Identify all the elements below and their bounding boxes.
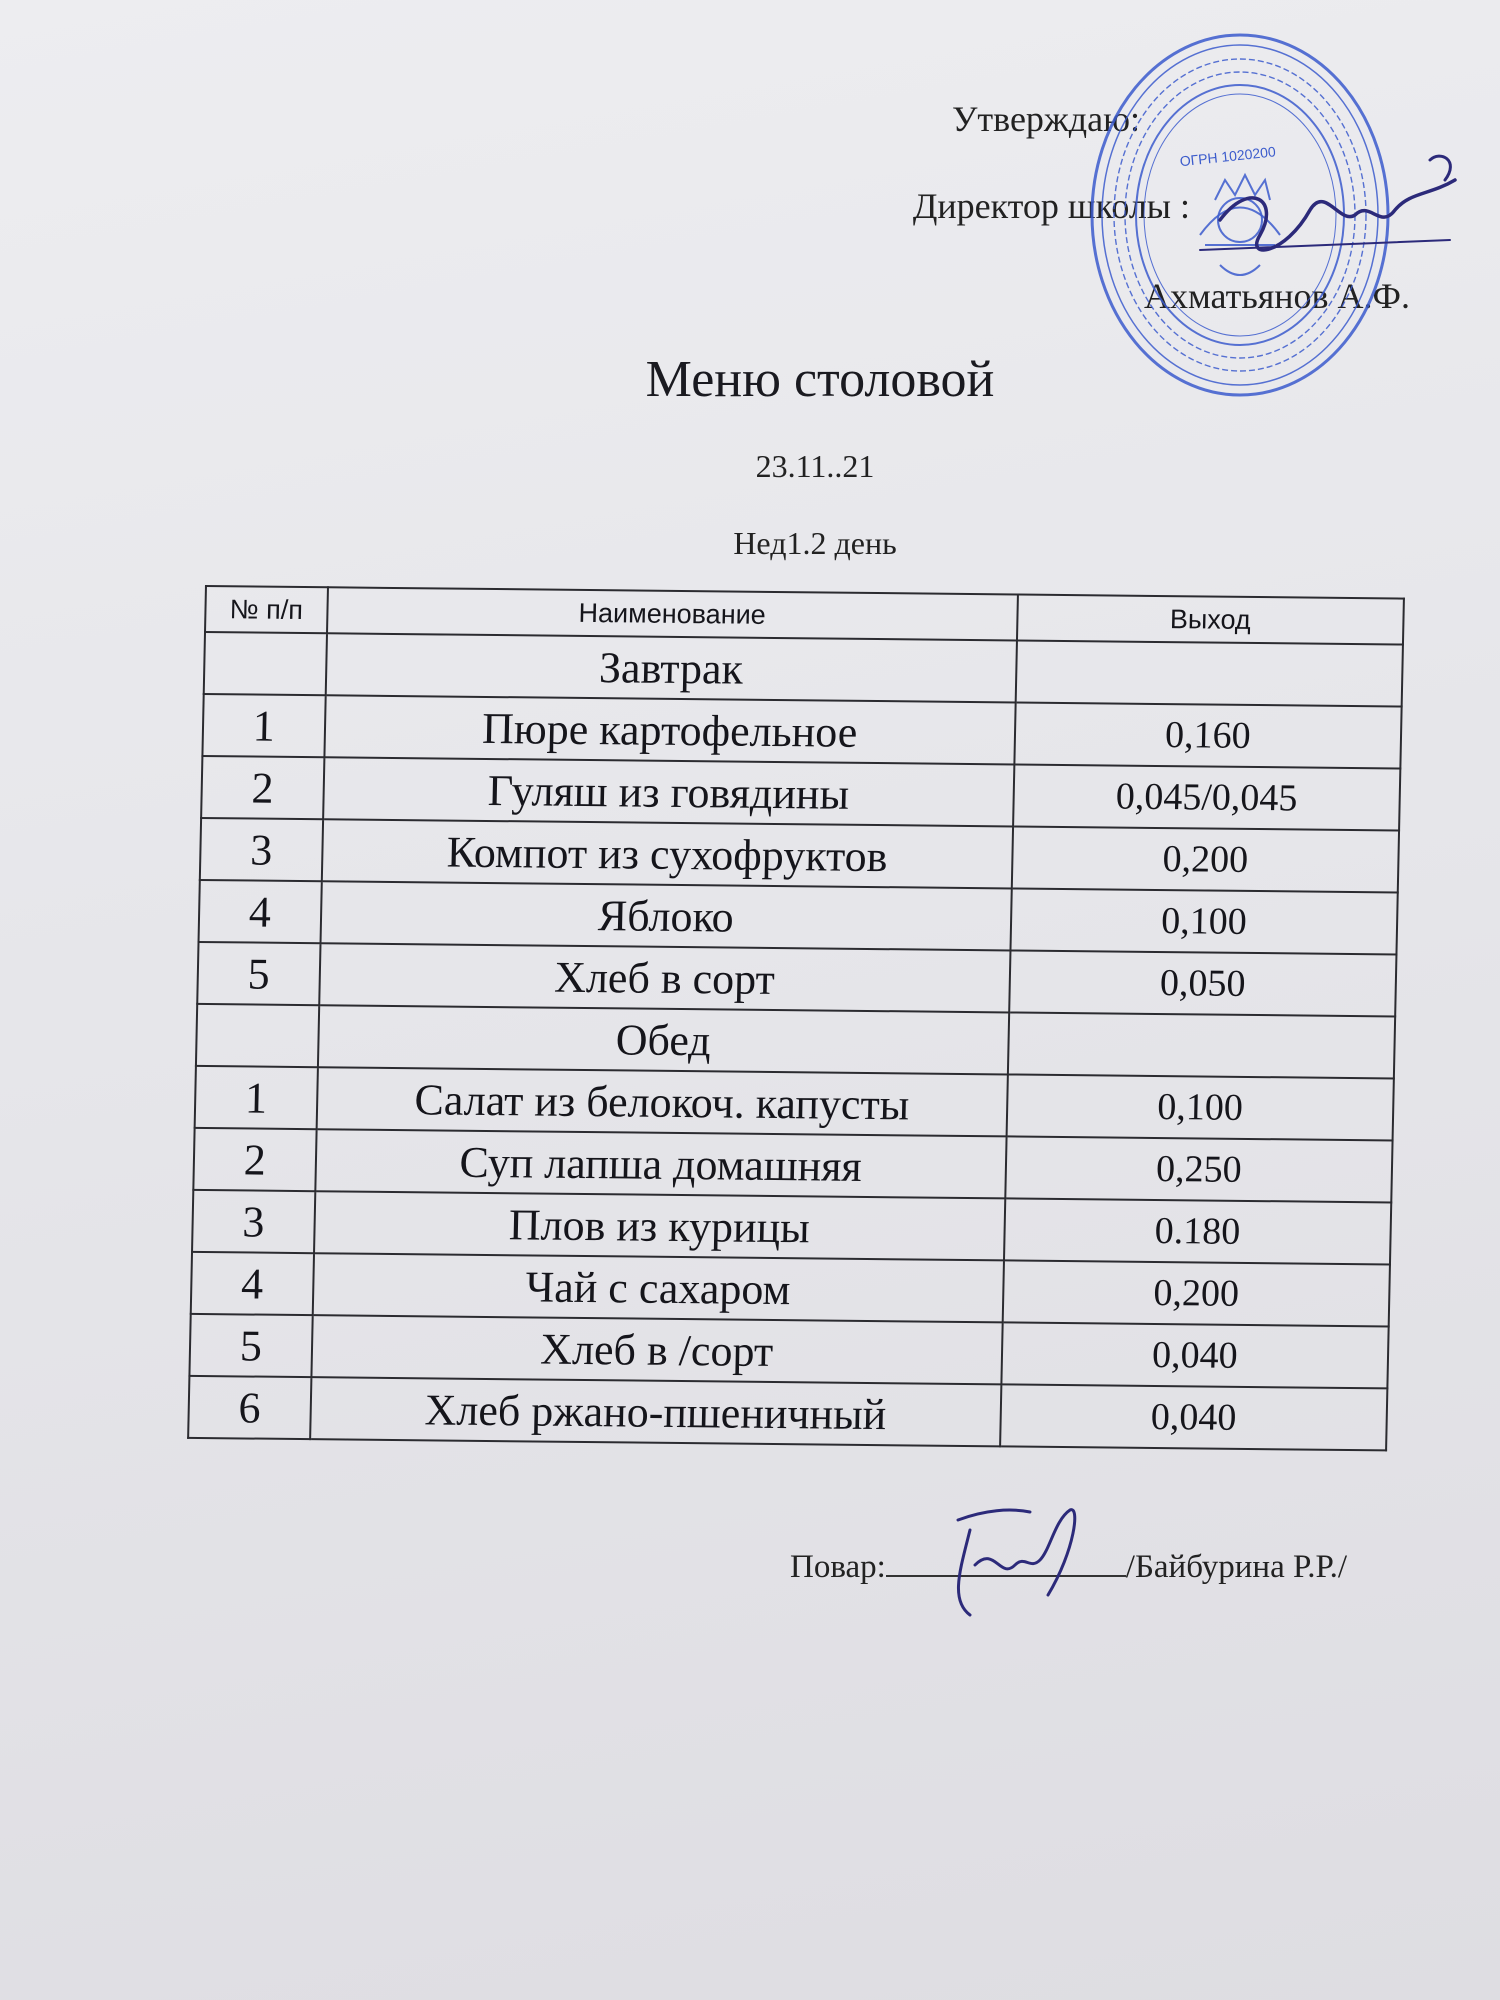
director-role: Директор школы : <box>912 186 1190 226</box>
row-number: 3 <box>192 1190 315 1253</box>
dish-output: 0,040 <box>1000 1384 1387 1450</box>
dish-name: Плов из курицы <box>314 1191 1005 1260</box>
approval-title: Утверждаю: <box>951 99 1140 139</box>
cook-label: Повар: <box>790 1549 886 1585</box>
dish-output: 0,200 <box>1003 1260 1390 1326</box>
row-number: 3 <box>200 818 323 881</box>
row-number: 4 <box>199 880 322 943</box>
dish-name: Салат из белокоч. капусты <box>316 1067 1007 1136</box>
dish-output: 0,250 <box>1005 1136 1392 1202</box>
dish-name: Яблоко <box>320 881 1011 950</box>
dish-output: 0,200 <box>1012 826 1399 892</box>
table-row <box>188 1376 1387 1451</box>
header-name: Наименование <box>327 587 1018 640</box>
director-signature <box>1190 140 1470 300</box>
dish-output: 0,100 <box>1010 888 1397 954</box>
row-number: 5 <box>189 1314 312 1377</box>
director-name: Ахматьянов А.Ф. <box>1144 276 1410 316</box>
row-number: 1 <box>195 1066 318 1129</box>
dish-output: 0,160 <box>1014 702 1401 768</box>
row-number: 2 <box>201 756 324 819</box>
row-number: 4 <box>191 1252 314 1315</box>
row-number: 5 <box>197 942 320 1005</box>
dish-name: Пюре картофельное <box>324 695 1015 764</box>
dish-output: 0,040 <box>1001 1322 1388 1388</box>
section-title: Завтрак <box>325 633 1016 702</box>
dish-output: 0,045/0,045 <box>1013 764 1400 830</box>
row-number: 2 <box>193 1128 316 1191</box>
cook-signature <box>930 1490 1100 1630</box>
dish-name: Суп лапша домашняя <box>315 1129 1006 1198</box>
dish-output: 0.180 <box>1004 1198 1391 1264</box>
dish-name: Хлеб ржано-пшеничный <box>310 1377 1001 1446</box>
dish-output: 0,050 <box>1009 950 1396 1016</box>
menu-table <box>187 585 1405 1451</box>
dish-name: Гуляш из говядины <box>323 757 1014 826</box>
row-number: 6 <box>188 1376 311 1439</box>
row-number: 1 <box>202 694 325 757</box>
section-title: Обед <box>318 1005 1009 1074</box>
dish-name: Чай с сахаром <box>312 1253 1003 1322</box>
page-title: Меню столовой <box>645 351 995 408</box>
menu-date: 23.11..21 <box>755 448 875 484</box>
seal-ogrn-text: ОГРН 1020200 <box>1178 143 1277 170</box>
menu-week-day: Нед1.2 день <box>733 525 897 561</box>
dish-name: Хлеб в /сорт <box>311 1315 1002 1384</box>
dish-output: 0,100 <box>1006 1074 1393 1140</box>
dish-name: Компот из сухофруктов <box>321 819 1012 888</box>
header-number: № п/п <box>205 586 328 633</box>
header-output: Выход <box>1017 595 1404 645</box>
dish-name: Хлеб в сорт <box>319 943 1010 1012</box>
cook-name: /Байбурина Р.Р./ <box>1125 1549 1348 1585</box>
